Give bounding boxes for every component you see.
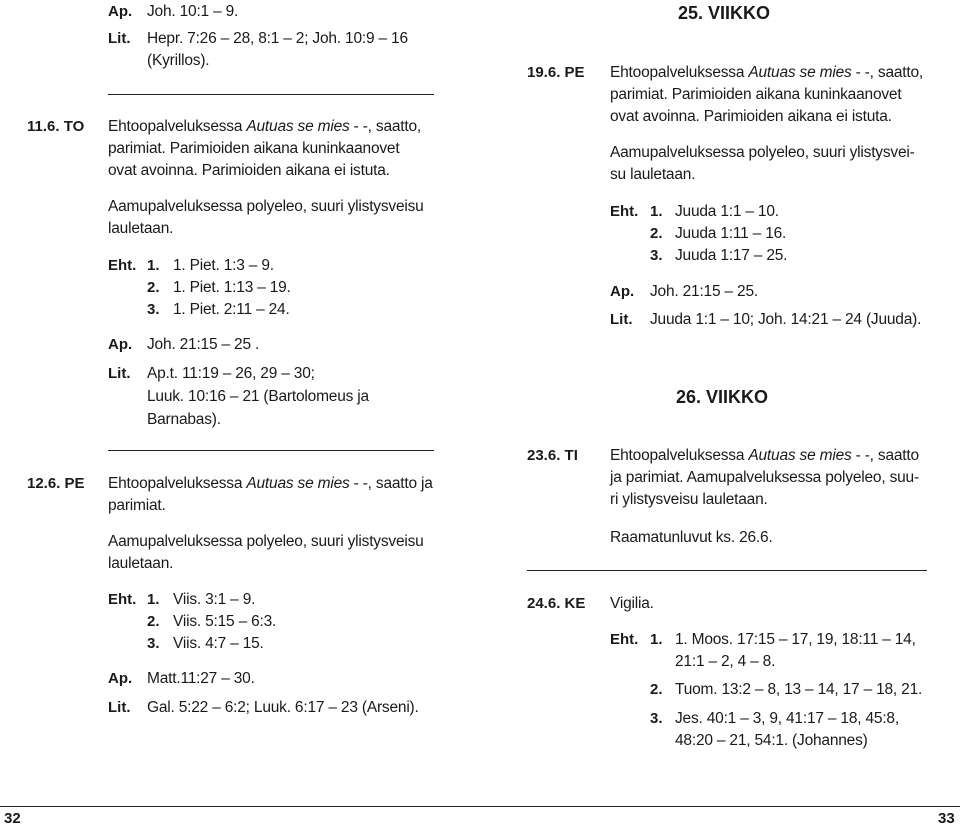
reading-ref: Viis. 3:1 – 9.: [173, 591, 256, 608]
reading-number: 1.: [147, 591, 160, 608]
text-line: ri ylistysveisu lauletaan.: [610, 491, 768, 508]
reading-ref: 1. Piet. 1:13 – 19.: [173, 279, 291, 296]
text-line: Ehtoopalveluksessa Autuas se mies - -, saatto ja: [108, 475, 433, 492]
reading-ref: 1. Moos. 17:15 – 17, 19, 18:11 – 14,: [675, 631, 916, 648]
text-line: parimiat.: [108, 497, 166, 514]
eht-label: Eht.: [610, 203, 639, 220]
divider: [108, 94, 434, 95]
week-heading: 26. VIIKKO: [676, 387, 769, 407]
reading-lit-cont: Barnabas).: [147, 411, 221, 428]
reading-number: 1.: [650, 203, 663, 220]
text-line: Vigilia.: [610, 595, 654, 612]
right-page: [480, 0, 960, 832]
lit-label: Lit.: [108, 30, 131, 47]
reading-ref: Juuda 1:11 – 16.: [675, 225, 787, 242]
text-line: lauletaan.: [108, 220, 174, 237]
text-line: Aamupalveluksessa polyeleo, suuri ylistysveisu: [108, 533, 424, 550]
reading-number: 2.: [650, 225, 663, 242]
reading-ap: Matt.11:27 – 30.: [147, 670, 255, 687]
lit-label: Lit.: [610, 311, 633, 328]
text-line: parimiat. Parimioiden aikana kuninkaanovet: [108, 140, 400, 157]
text-line: Ehtoopalveluksessa Autuas se mies - -, saatto,: [108, 118, 422, 135]
reading-ref: Viis. 4:7 – 15.: [173, 635, 264, 652]
reading-lit: Ap.t. 11:19 – 26, 29 – 30;: [147, 365, 315, 382]
reading-ap: Joh. 10:1 – 9.: [147, 3, 239, 20]
week-heading: 25. VIIKKO: [678, 3, 771, 23]
reading-number: 2.: [650, 681, 663, 698]
text-line: parimiat. Parimioiden aikana kuninkaanovet: [610, 86, 902, 103]
date-label: 11.6. TO: [27, 118, 85, 135]
text-line: ovat avoinna. Parimioiden aikana ei istuta.: [108, 162, 390, 179]
reading-number: 3.: [147, 301, 160, 318]
reading-ref-cont: 21:1 – 2, 4 – 8.: [675, 653, 776, 670]
ap-label: Ap.: [108, 3, 133, 20]
reading-ref: Tuom. 13:2 – 8, 13 – 14, 17 – 18, 21.: [675, 681, 923, 698]
date-label: 12.6. PE: [27, 475, 85, 492]
text-line: Aamupalveluksessa polyeleo, suuri ylistysvei-: [610, 144, 915, 161]
reading-ref: Viis. 5:15 – 6:3.: [173, 613, 277, 630]
eht-label: Eht.: [108, 591, 137, 608]
reading-ap: Joh. 21:15 – 25 .: [147, 336, 260, 353]
reading-lit: Hepr. 7:26 – 28, 8:1 – 2; Joh. 10:9 – 16: [147, 30, 408, 47]
reading-ref-cont: 48:20 – 21, 54:1. (Johannes): [675, 732, 868, 749]
lit-label: Lit.: [108, 699, 131, 716]
text-line: Ehtoopalveluksessa Autuas se mies - -, saatto: [610, 447, 919, 464]
reading-number: 1.: [147, 257, 160, 274]
date-label: 19.6. PE: [527, 64, 585, 81]
reading-number: 3.: [650, 247, 663, 264]
reading-lit-cont: Luuk. 10:16 – 21 (Bartolomeus ja: [147, 388, 369, 405]
text-line: Ehtoopalveluksessa Autuas se mies - -, saatto,: [610, 64, 924, 81]
ap-label: Ap.: [108, 336, 133, 353]
page-number: 32: [4, 810, 21, 827]
eht-label: Eht.: [108, 257, 137, 274]
text-line: ovat avoinna. Parimioiden aikana ei istuta.: [610, 108, 892, 125]
ap-label: Ap.: [610, 283, 635, 300]
reading-lit: Juuda 1:1 – 10; Joh. 14:21 – 24 (Juuda).: [650, 311, 922, 328]
date-label: 24.6. KE: [527, 595, 586, 612]
footer-rule: [0, 806, 960, 807]
reading-number: 2.: [147, 279, 160, 296]
reading-ref: 1. Piet. 1:3 – 9.: [173, 257, 274, 274]
date-label: 23.6. TI: [527, 447, 578, 464]
text-line: Raamatunluvut ks. 26.6.: [610, 529, 773, 546]
reading-number: 3.: [147, 635, 160, 652]
text-line: lauletaan.: [108, 555, 174, 572]
reading-number: 3.: [650, 710, 663, 727]
reading-ref: Juuda 1:1 – 10.: [675, 203, 779, 220]
text-line: ja parimiat. Aamupalveluksessa polyeleo, suu-: [610, 469, 919, 486]
divider: [527, 570, 927, 571]
reading-lit-cont: (Kyrillos).: [147, 52, 210, 69]
reading-number: 1.: [650, 631, 663, 648]
divider: [108, 450, 434, 451]
text-line: su lauletaan.: [610, 166, 696, 183]
reading-ref: Jes. 40:1 – 3, 9, 41:17 – 18, 45:8,: [675, 710, 899, 727]
reading-ref: Juuda 1:17 – 25.: [675, 247, 788, 264]
reading-ref: 1. Piet. 2:11 – 24.: [173, 301, 290, 318]
text-line: Aamupalveluksessa polyeleo, suuri ylistysveisu: [108, 198, 424, 215]
ap-label: Ap.: [108, 670, 133, 687]
reading-lit: Gal. 5:22 – 6:2; Luuk. 6:17 – 23 (Arseni).: [147, 699, 419, 716]
reading-ap: Joh. 21:15 – 25.: [650, 283, 758, 300]
eht-label: Eht.: [610, 631, 639, 648]
lit-label: Lit.: [108, 365, 131, 382]
reading-number: 2.: [147, 613, 160, 630]
page-number: 33: [938, 810, 955, 827]
